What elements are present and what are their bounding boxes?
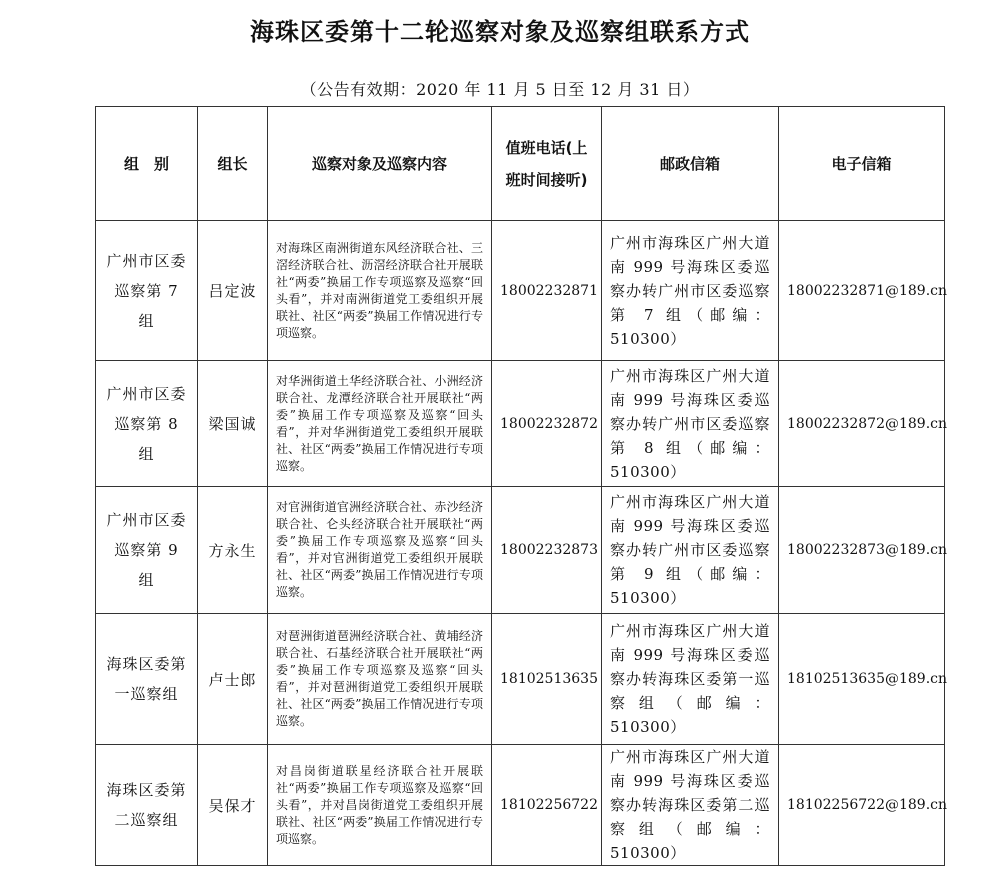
- group-leader: 吕定波: [198, 221, 268, 361]
- email-address: 18102256722@189.cn: [779, 745, 945, 866]
- header-group: 组 别: [96, 107, 198, 221]
- group-name: 海珠区委第二巡察组: [96, 745, 198, 866]
- inspection-content: 对官洲街道官洲经济联合社、赤沙经济联合社、仑头经济联合社开展联社“两委”换届工作专项巡察及巡察“回头看”，并对官洲街道党工委组织开展联社、社区“两委”换届工作情况进行专项巡察。: [268, 487, 492, 614]
- table-row: [96, 487, 945, 614]
- duty-phone: 18002232871: [492, 221, 602, 361]
- email-address: 18002232871@189.cn: [779, 221, 945, 361]
- header-email: 电子信箱: [779, 107, 945, 221]
- table-row: [96, 361, 945, 487]
- table-row: [96, 221, 945, 361]
- header-leader: 组长: [198, 107, 268, 221]
- postal-address: 广州市海珠区广州大道南 999 号海珠区委巡察办转海珠区委第二巡察组（邮编：510300）: [602, 745, 779, 866]
- inspection-content: 对昌岗街道联星经济联合社开展联社“两委”换届工作专项巡察及巡察“回头看”，并对昌岗街道党工委组织开展联社、社区“两委”换届工作情况进行专项巡察。: [268, 745, 492, 866]
- group-name: 广州市区委巡察第 7 组: [96, 221, 198, 361]
- table-row: [96, 614, 945, 745]
- table-row: [96, 745, 945, 866]
- header-content: 巡察对象及巡察内容: [268, 107, 492, 221]
- validity-notice: （公告有效期：2020 年 11 月 5 日至 12 月 31 日）: [300, 80, 700, 99]
- postal-address: 广州市海珠区广州大道南 999 号海珠区委巡察办转广州市区委巡察第 8 组（邮编：510300）: [602, 361, 779, 487]
- header-phone: 值班电话(上班时间接听): [492, 107, 602, 221]
- inspection-content: 对海珠区南洲街道东风经济联合社、三滘经济联合社、沥滘经济联合社开展联社“两委”换届工作专项巡察及巡察“回头看”，并对南洲街道党工委组织开展联社、社区“两委”换届工作情况进行专项巡察。: [268, 221, 492, 361]
- group-leader: 吴保才: [198, 745, 268, 866]
- table-header-row: [96, 107, 945, 221]
- duty-phone: 18102513635: [492, 614, 602, 745]
- inspection-content: 对华洲街道土华经济联合社、小洲经济联合社、龙潭经济联合社开展联社“两委”换届工作专项巡察及巡察“回头看”，并对华洲街道党工委组织开展联社、社区“两委”换届工作情况进行专项巡察。: [268, 361, 492, 487]
- postal-address: 广州市海珠区广州大道南 999 号海珠区委巡察办转广州市区委巡察第 7 组（邮编：510300）: [602, 221, 779, 361]
- email-address: 18002232873@189.cn: [779, 487, 945, 614]
- inspection-content: 对琶洲街道琶洲经济联合社、黄埔经济联合社、石基经济联合社开展联社“两委”换届工作专项巡察及巡察“回头看”，并对琶洲街道党工委组织开展联社、社区“两委”换届工作情况进行专项巡察。: [268, 614, 492, 745]
- contact-table: [95, 106, 948, 866]
- duty-phone: 18002232873: [492, 487, 602, 614]
- header-post: 邮政信箱: [602, 107, 779, 221]
- duty-phone: 18102256722: [492, 745, 602, 866]
- page-title: 海珠区委第十二轮巡察对象及巡察组联系方式: [250, 18, 750, 46]
- group-leader: 梁国诚: [198, 361, 268, 487]
- email-address: 18102513635@189.cn: [779, 614, 945, 745]
- group-name: 广州市区委巡察第 8 组: [96, 361, 198, 487]
- group-leader: 卢士郎: [198, 614, 268, 745]
- email-address: 18002232872@189.cn: [779, 361, 945, 487]
- postal-address: 广州市海珠区广州大道南 999 号海珠区委巡察办转海珠区委第一巡察组（邮编：510300）: [602, 614, 779, 745]
- group-leader: 方永生: [198, 487, 268, 614]
- postal-address: 广州市海珠区广州大道南 999 号海珠区委巡察办转广州市区委巡察第 9 组（邮编：510300）: [602, 487, 779, 614]
- duty-phone: 18002232872: [492, 361, 602, 487]
- group-name: 海珠区委第一巡察组: [96, 614, 198, 745]
- group-name: 广州市区委巡察第 9 组: [96, 487, 198, 614]
